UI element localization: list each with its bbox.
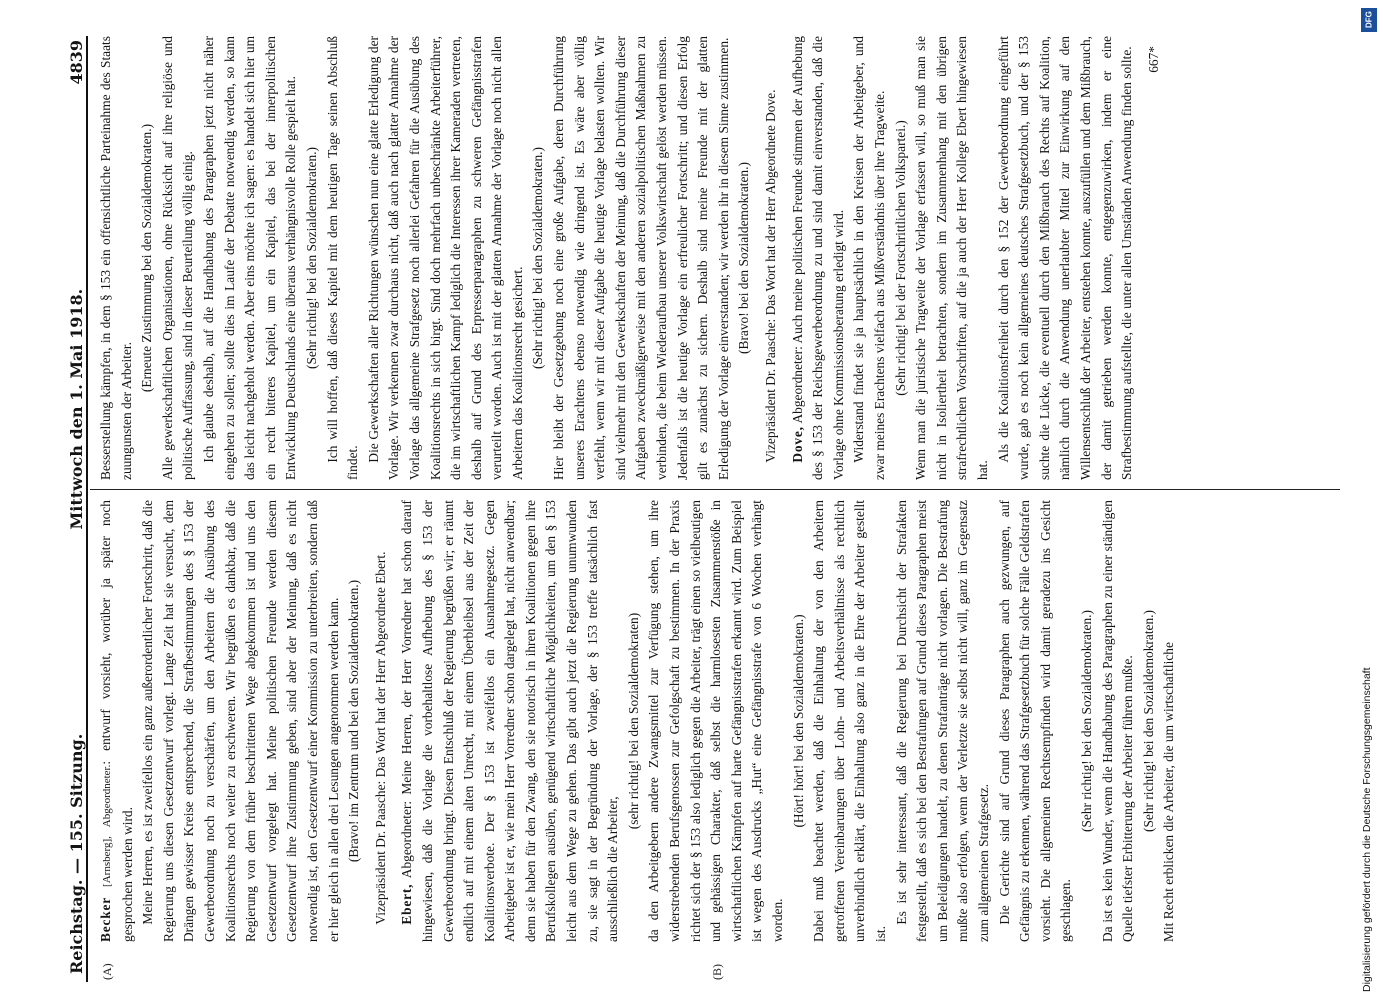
credit-text: Digitalisierung gefördert durch die Deutsche Forschungsgemeinschaft: [1361, 667, 1373, 992]
paragraph: Ich will hoffen, daß dieses Kapitel mit dem heutigen Tage seinen Abschluß findet.: [324, 36, 361, 480]
paragraph-text: Auch meine politischen Freunde stimmen der Aufhebung des § 153 der Reichsgewerbeordnung zu und sind damit einverstanden, daß die Vorlage ohne Kommissionsberatung erledigt wird.: [789, 36, 846, 480]
margin-mark-a: (A): [100, 963, 114, 980]
dfg-logo: DFG: [1361, 8, 1377, 32]
paragraph: Als die Koalitionsfreiheit durch den § 152 der Gewerbeordnung eingeführt wurde, gab es noch kein allgemeines deutsches Strafgesetzbuch, und der § 153 suchte die Lücke, die eventuell durch den Mißbrauch des Rechts auf Koalition, nämlich durch die Anwendung unerlaubter Mittel zur Einwirkung auf den Willensentschluß der Arbeiter, entstehen konnte, auszufüllen und dem Mißbrauch, der damit getrieben werden konnte, entgegenzuwirken, indem er eine Strafbestimmung aufstellte, die unter allen Umständen Anwendung finden sollte.: [995, 36, 1135, 480]
paragraph: [397, 500, 624, 942]
paragraph: Hier bleibt der Gesetzgebung noch eine große Aufgabe, deren Durchführung unseres Erachtens ebenso notwendig wie dringend ist. Es wäre aber völlig verfehlt, wenn wir mit dieser Aufgabe die heutige Vorlage belasten wollten. Wir sind vielmehr mit den Gewerkschaften der Meinung, daß die Durchführung dieser Aufgaben zweckmäßigerweise mit den anderen sozialpolitischen Maßnahmen zu verbinden, die beim Wiederaufbau unserer Volkswirtschaft gelöst werden müssen. Jedenfalls ist die heutige Vorlage ein erfreulicher Fortschritt; und diesen Erfolg gilt es zunächst zu sichern. Deshalb sind meine Freunde mit der glatten Erledigung der Vorlage einverstanden; wir werden ihr in diesem Sinne zustimmen.: [551, 36, 731, 480]
speaker-note: Abgeordneter:: [789, 346, 805, 424]
paragraph: [788, 36, 850, 480]
paragraph: Vizepräsident Dr. Paasche: Das Wort hat der Herr Abgeordnete Dove.: [763, 89, 778, 463]
page-number: 4839: [67, 40, 86, 85]
paragraph: Mit Recht erblicken die Arbeiter, die um wirtschaftliche: [1161, 642, 1177, 942]
paragraph: Meine Herren, es ist zweifellos ein ganz außerordentlicher Fortschritt, daß die Regierung uns diesen Gesetzentwurf vorlegt. Lange Zeit hat sie versucht, dem Drängen gewisser Kreise entsprechend, die Strafbestimmungen des § 153 der Gewerbeordnung noch zu verschärfen, um den Arbeitern die Ausübung des Koalitionsrechts noch weiter zu erschweren. Wir begrüßen es dankbar, daß die Regierung von dem früher beschrittenen Wege abgekommen ist und uns den Gesetzentwurf vorgelegt hat. Meine politischen Freunde werden diesem Gesetzentwurf ihre Zustimmung geben, sind aber der Meinung, daß es nicht notwendig ist, den Gesetzentwurf einer Kommission zu unterbreiten, sondern daß er hier gleich in allen drei Lesungen angenommen werden kann.: [140, 500, 341, 942]
paragraph: Alle gewerkschaftlichen Organisationen, ohne Rücksicht auf ihre religiöse und politische Auffassung, sind in dieser Beurteilung völlig einig.: [159, 36, 196, 480]
paragraph: Ich glaube deshalb, auf die Handhabung des Paragraphen jetzt nicht näher eingehen zu sollen; sollte dies im Laufe der Debatte notwendig werden, so kann das leicht nachgeholt werden. Aber eins möchte ich sagen: es handelt sich hier um ein recht bitteres Kapitel, um ein Kapitel, das bei der innerpolitischen Entwicklung Deutschlands eine überaus verhängnisvolle Rolle gespielt hat.: [200, 36, 299, 480]
interjection: (Bravo! im Zentrum und bei den Sozialdemokraten.): [346, 579, 362, 863]
paragraph: Da ist es kein Wunder, wenn die Handhabung des Paragraphen zu einer ständigen Quelle tiefster Erbitterung der Arbeiter führen mußte.: [1099, 500, 1136, 942]
right-column: [96, 36, 1334, 480]
paragraph: da den Arbeitgebern andere Zwangsmittel zur Verfügung stehen, um ihre widerstrebenden Berufsgenossen zur Gefolgschaft zu bestimmen. In der Praxis richtet sich der § 153 also lediglich gegen die Arbeiter, trägt einen so vielbeutigen und gehässigen Charakter, daß selbst die harmlosesten Zusammenstöße in wirtschaftlichen Kämpfen auf harte Gefängnisstrafen erkannt wird. Zum Beispiel ist wegen des Ausdrucks „Hut“ eine Gefängnisstrafe von 6 Wochen verhängt worden.: [646, 500, 785, 942]
speaker-note: [Arnsberg], Abgeordneter.: [101, 764, 113, 887]
interjection: (Sehr richtig! bei der Fortschrittlichen Volkspartei.): [892, 120, 908, 396]
header-center: Mittwoch den 1. Mai 1918.: [67, 288, 86, 530]
paragraph-text: Meine Herren, der Herr Vorredner hat schon darauf hingewiesen, daß die Vorlage die vorbehaltlose Aufhebung des § 153 der Gewerbeordnung bringt. Diesen Entschluß der Regierung begrüßen wir; er räumt endlich auf mit einem alten Unrecht, mit einem Überbleibsel aus der Zeit der Koalitionsverbote. Der § 153 ist zweifellos ein Ausnahmegesetz. Gegen Arbeitgeber ist er, wie mein Herr Vorredner schon dargelegt hat, nicht anwendbar; denn sie haben für den Zwang, den sie notorisch in ihren Koalitionen gegen ihre Berufskollegen ausüben, genügend wirtschaftliche Möglichkeiten, um den § 153 leicht aus dem Wege zu gehen. Das gibt auch jetzt die Regierung unumwunden zu, sie sagt in der Begründung der Vorlage, der § 153 treffe tatsächlich fast ausschließlich die Arbeiter,: [399, 500, 621, 942]
paragraph: Dabei muß beachtet werden, daß die Einhaltung der von den Arbeitern getroffenen Vereinbarungen über Lohn- und Arbeitsverhältnisse als rechtlich unverbindlich erklärt, die Einhaltung also ganz in die Ehre der Arbeiter gestellt ist.: [811, 500, 888, 942]
speaker-name: Ebert,: [399, 883, 415, 925]
speaker-name: Becker: [98, 897, 113, 942]
paragraph: Widerstand findet sie ja hauptsächlich in den Kreisen der Arbeitgeber, und zwar meines Erachtens vielfach aus Mißverständnis über ihre Tragweite.: [851, 36, 887, 480]
interjection: (Sehr richtig! bei den Sozialdemokraten.): [530, 147, 546, 369]
rotated-page: [50, 30, 1340, 990]
paragraph: Die Gerichte sind auf Grund dieses Paragraphen auch gezwungen, auf Gefängnis zu erkennen, während das Strafgesetzbuch für solche Fälle Geldstrafen vorsieht. Die allgemeinen Rechtsempfinden wird damit geradezu ins Gesicht geschlagen.: [996, 500, 1074, 942]
interjection: (Hört! hört! bei den Sozialdemokraten.): [790, 614, 806, 828]
paragraph-text: : entwurf vorsieht, worüber ja später noch gesprochen werden wird.: [98, 500, 135, 942]
page-header: [52, 36, 88, 982]
paragraph: Wenn man die juristische Tragweite der Vorlage erfassen will, so muß man sie nicht in Isoliertheit betrachten, sondern im Zusammenhang mit den übrigen strafrechtlichen Vorschriften, auf die ja auch der Herr Kollege Ebert hingewiesen hat.: [913, 36, 990, 480]
speaker-name: Dove,: [789, 426, 805, 463]
interjection: (Sehr richtig! bei den Sozialdemokraten.): [303, 147, 319, 369]
interjection: (Erneute Zustimmung bei den Sozialdemokraten.): [139, 123, 155, 393]
interjection: (Bravo! bei den Sozialdemokraten.): [736, 162, 752, 354]
interjection: (sehr richtig! bei den Sozialdemokraten): [625, 612, 641, 830]
digitization-credit: [1359, 8, 1379, 992]
column-divider: [90, 489, 1340, 490]
header-left: Reichstag. — 155. Sitzung.: [67, 733, 86, 974]
footer-mark: 667*: [1145, 46, 1161, 73]
interjection: (Sehr richtig! bei den Sozialdemokraten.): [1078, 610, 1094, 832]
margin-mark-b: (B): [710, 964, 724, 980]
left-column: [96, 500, 1334, 942]
paragraph: Besserstellung kämpfen, in dem § 153 ein offensichtliche Parteinahme des Staats zuungunsten der Arbeiter.: [98, 36, 134, 480]
interjection: (Sehr richtig! bei den Sozialdemokraten.): [1140, 610, 1156, 832]
paragraph: Es ist sehr interessant, daß die Regierung bei Durchsicht der Strafakten festgestellt, daß es sich bei den Bestrafungen auf Grund dieses Paragraphen meist um Beleidigungen handelt, zu denen Strafanträge nicht vorlagen. Die Bestrafung mußte also erfolgen, wenn der Verletzte sie selbst nicht will, ganz im Gegensatz zum allgemeinen Strafgesetz.: [893, 500, 991, 942]
paragraph: Vizepräsident Dr. Paasche: Das Wort hat der Herr Abgeordnete Ebert.: [372, 551, 388, 925]
speaker-note: Abgeordneter:: [399, 800, 415, 879]
paragraph: [96, 500, 138, 942]
paragraph: Die Gewerkschaften aller Richtungen wünschen nun eine glatte Erledigung der Vorlage. Wir verkennen zwar durchaus nicht, daß auch nach glatter Annahme der Vorlage das allgemeine Strafgesetz noch allerlei Gefahren für die Ausübung des Koalitionsrechts in sich birgt. Sind doch mehrfach unbeschränkte Arbeiterführer, die im wirtschaftlichen Kampf lediglich die Interessen ihrer Kameraden vertreten, deshalb auf Grund des Erpresserparagraphen zu schweren Gefängnisstrafen verurteilt worden. Auch ist mit der glatten Annahme der Vorlage noch nicht allen Arbeitern das Koalitionsrecht gesichert.: [365, 36, 525, 480]
